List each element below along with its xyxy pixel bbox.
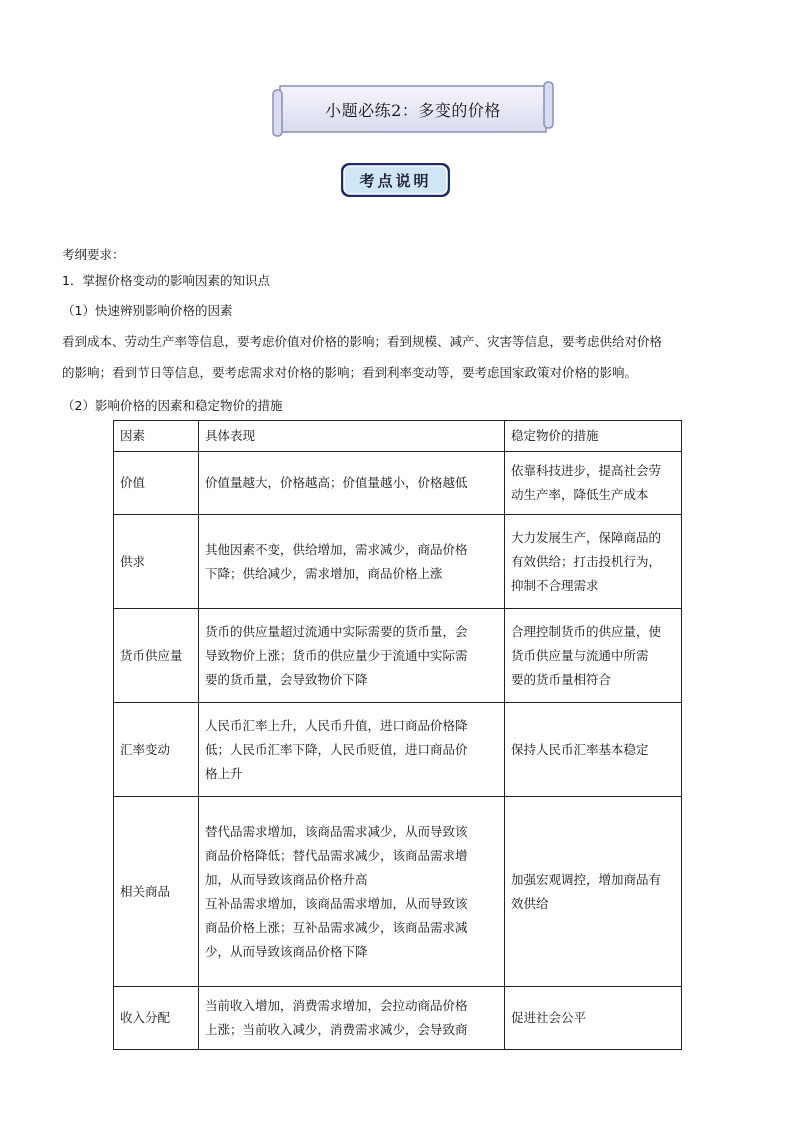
requirement-heading: 考纲要求： — [62, 247, 125, 262]
performance-cell: 人民币汇率上升，人民币升值，进口商品价格降 低；人民币汇率下降，人民币贬值，进口商品价 格上升 — [199, 703, 505, 797]
measure-cell: 保持人民币汇率基本稳定 — [505, 703, 682, 797]
subheading-1: （1）快速辨别影响价格的因素 — [62, 303, 233, 318]
header-cell: 因素 — [114, 421, 199, 452]
performance-cell: 货币的供应量超过流通中实际需要的货币量，会 导致物价上涨；货币的供应量少于流通中实际需 要的货币量，会导致物价下降 — [199, 609, 505, 703]
factor-cell: 收入分配 — [114, 987, 199, 1050]
measure-cell: 促进社会公平 — [505, 987, 682, 1050]
section-badge — [340, 162, 451, 198]
paragraph-line-2: 的影响；看到节日等信息，要考虑需求对价格的影响；看到利率变动等，要考虑国家政策对价格的影响。 — [62, 365, 638, 380]
table-row — [114, 515, 682, 609]
item-1: 1．掌握价格变动的影响因素的知识点 — [62, 273, 270, 288]
factor-cell: 相关商品 — [114, 797, 199, 987]
subheading-2: （2）影响价格的因素和稳定物价的措施 — [62, 398, 283, 413]
measure-cell: 大力发展生产，保障商品的 有效供给；打击投机行为， 抑制不合理需求 — [505, 515, 682, 609]
table-header-row — [114, 421, 682, 452]
factor-cell: 供求 — [114, 515, 199, 609]
performance-cell: 当前收入增加，消费需求增加，会拉动商品价格 上涨；当前收入减少，消费需求减少，会导致商 — [199, 987, 505, 1050]
table-row — [114, 452, 682, 515]
measure-cell: 合理控制货币的供应量，使 货币供应量与流通中所需 要的货币量相符合 — [505, 609, 682, 703]
measure-cell: 加强宏观调控，增加商品有 效供给 — [505, 797, 682, 987]
table-row — [114, 609, 682, 703]
performance-cell: 其他因素不变，供给增加，需求减少，商品价格 下降；供给减少，需求增加，商品价格上涨 — [199, 515, 505, 609]
header-cell: 稳定物价的措施 — [505, 421, 682, 452]
factor-cell: 价值 — [114, 452, 199, 515]
table-row — [114, 703, 682, 797]
badge-label: 考点说明 — [359, 171, 432, 190]
table-row — [114, 987, 682, 1050]
factor-cell: 汇率变动 — [114, 703, 199, 797]
factor-cell: 货币供应量 — [114, 609, 199, 703]
page-title: 小题必练2：多变的价格 — [325, 100, 501, 120]
price-factors-table — [113, 420, 682, 1050]
measure-cell: 依靠科技进步，提高社会劳 动生产率，降低生产成本 — [505, 452, 682, 515]
title-banner — [272, 80, 554, 138]
performance-cell: 价值量越大，价格越高；价值量越小，价格越低 — [199, 452, 505, 515]
performance-cell: 替代品需求增加，该商品需求减少，从而导致该 商品价格降低；替代品需求减少，该商品需求增 加，从而导致该商品价格升高 互补品需求增加，该商品需求增加，从而导致该 商品价格上涨；互补品需求减少，该商品需求减 少，从而导致该商品价格下降 — [199, 797, 505, 987]
table-row — [114, 797, 682, 987]
paragraph-line-1: 看到成本、劳动生产率等信息，要考虑价值对价格的影响；看到规模、减产、灾害等信息，要考虑供给对价格 — [62, 334, 663, 349]
header-cell: 具体表现 — [199, 421, 505, 452]
